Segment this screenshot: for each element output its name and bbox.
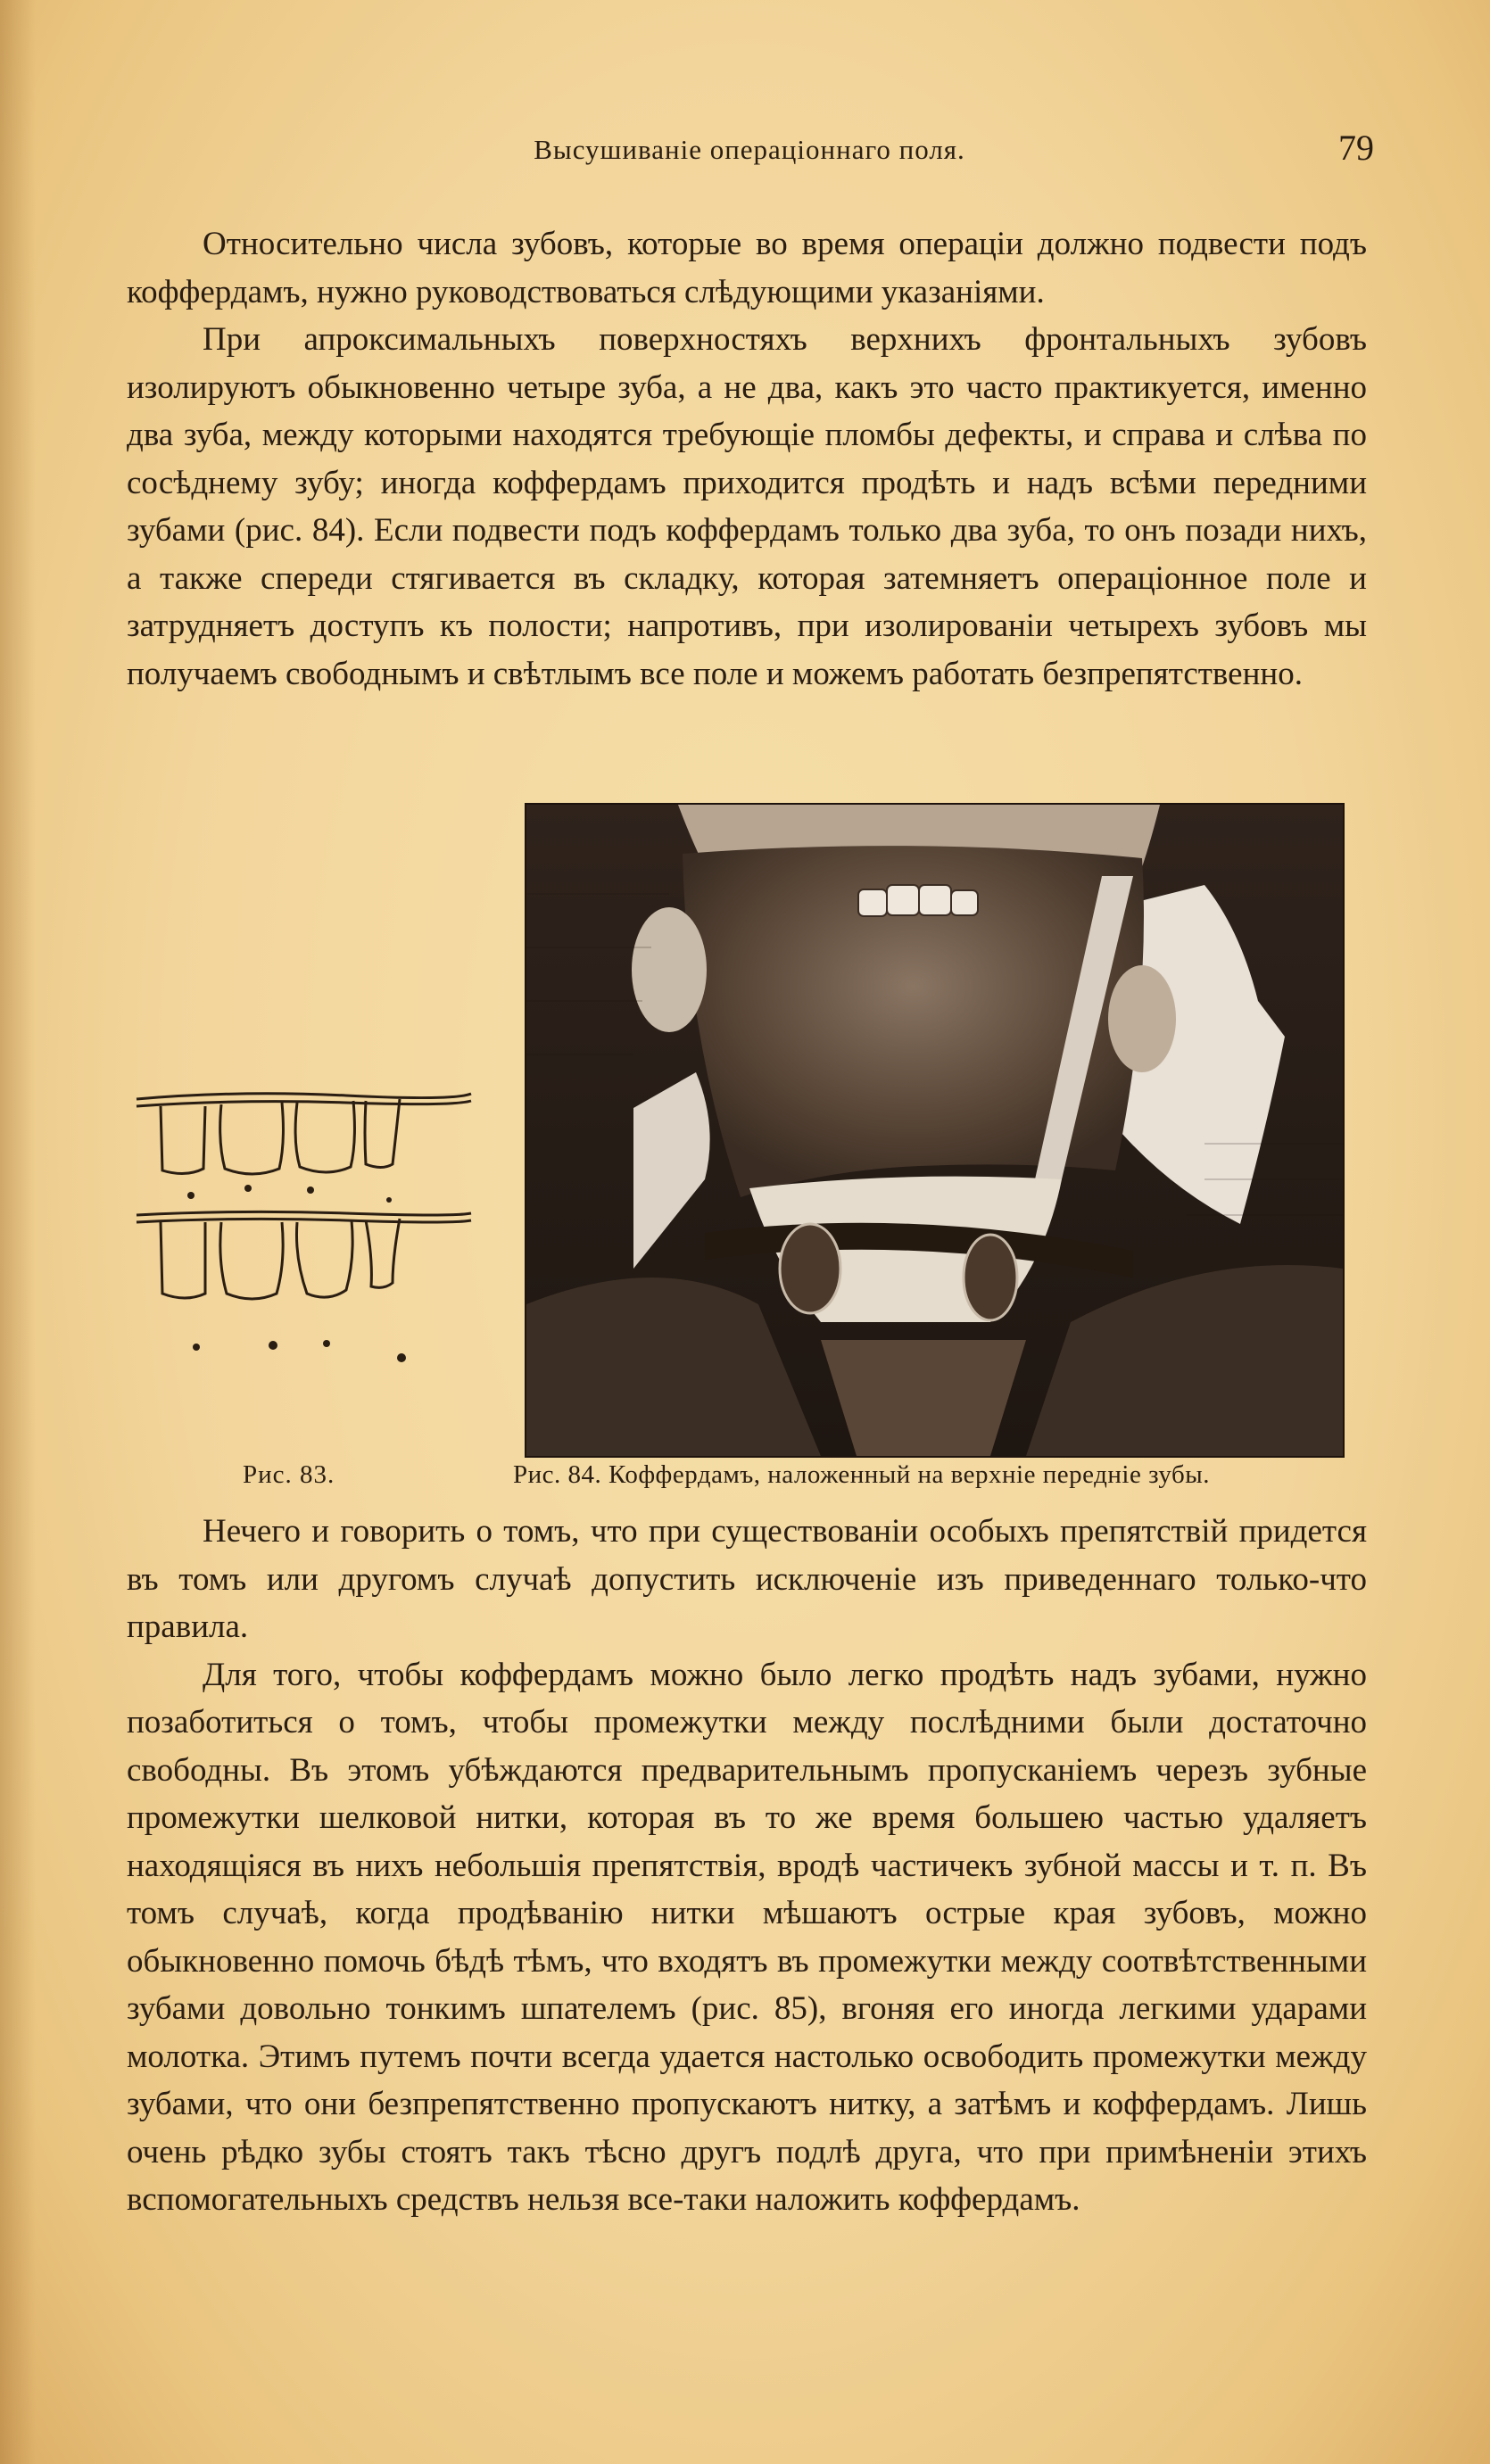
text-block-top	[127, 220, 1367, 698]
figure-84-engraving	[525, 803, 1345, 1458]
rubber-dam-illustration	[526, 805, 1343, 1456]
page-edge-shadow	[0, 0, 36, 2464]
figure-83-caption: Рис. 83.	[243, 1460, 335, 1489]
text-block-bottom	[127, 1508, 1367, 2224]
paragraph: При апроксимальныхъ поверхностяхъ верхнихъ фронтальныхъ зубовъ изолируютъ обыкновенно четыре зуба, а не два, какъ это часто практикуется, именно два зуба, между которыми находятся требующіе пломбы дефекты, и справа и слѣва по сосѣднему зубу; иногда коффердамъ приходится продѣть и надъ всѣми передними зубами (рис. 84). Если подвести подъ коффердамъ только два зуба, то онъ позади нихъ, а также спереди стягивается въ складку, которая затемняетъ операціонное поле и затрудняетъ доступъ къ полости; напротивъ, при изолированіи четырехъ зубовъ мы получаемъ свободнымъ и свѣтлымъ все поле и можемъ работать безпрепятственно.	[127, 321, 1367, 692]
figure-84-caption: Рис. 84. Коффердамъ, наложенный на верхніе передніе зубы.	[513, 1460, 1211, 1489]
paragraph: Относительно числа зубовъ, которые во время операціи должно подвести подъ коффердамъ, нужно руководствоваться слѣдующими указаніями.	[127, 226, 1367, 310]
running-title: Высушиваніе операціоннаго поля.	[534, 134, 965, 165]
page-number: 79	[1338, 128, 1374, 168]
paragraph: Для того, чтобы коффердамъ можно было легко продѣть надъ зубами, нужно позаботиться о томъ, чтобы промежутки между послѣдними были достаточно свободны. Въ этомъ убѣждаются предварительнымъ пропусканіемъ черезъ зубные промежутки шелковой нитки, которая въ то же время большею частью удаляетъ находящіяся въ нихъ небольшія препятствія, вродѣ частичекъ зубной массы и т. п. Въ томъ случаѣ, когда продѣванію нитки мѣшаютъ острые края зубовъ, можно обыкновенно помочь бѣдѣ тѣмъ, что входятъ въ промежутки между соотвѣтственными зубами довольно тонкимъ шпателемъ (рис. 85), вгоняя его иногда легкими ударами молотка. Этимъ путемъ почти всегда удается настолько освободить промежутки между зубами, что они безпрепятственно пропускаютъ нитку, а затѣмъ и коффердамъ. Лишь очень рѣдко зубы стоятъ такъ тѣсно другъ подлѣ друга, что при примѣненіи этихъ вспомогательныхъ средствъ нельзя все-таки наложить коффердамъ.	[127, 1656, 1367, 2218]
figure-83-teeth-diagram	[132, 1079, 480, 1374]
running-head	[125, 127, 1374, 171]
paragraph: Нечего и говорить о томъ, что при существованіи особыхъ препятствій придется въ томъ или другомъ случаѣ допустить исключеніе изъ приведеннаго только-что правила.	[127, 1513, 1367, 1645]
